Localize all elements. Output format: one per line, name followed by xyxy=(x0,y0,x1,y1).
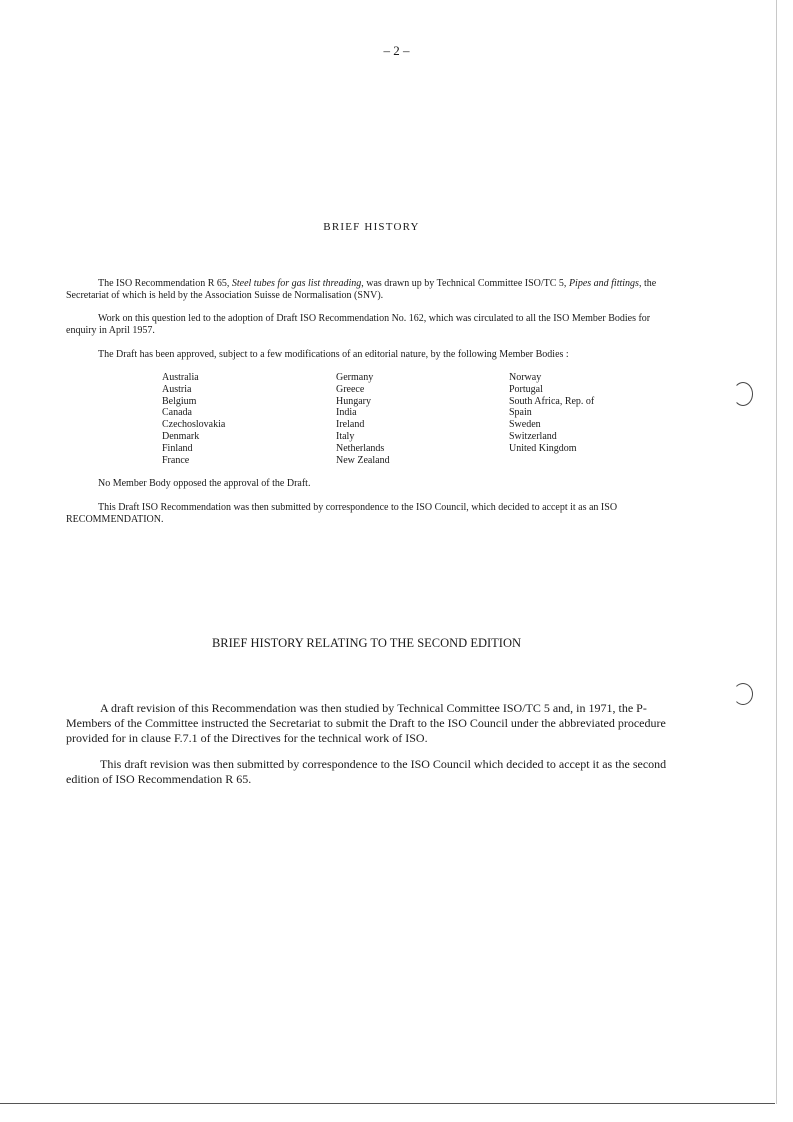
member-body: Belgium xyxy=(162,395,197,407)
member-body: Switzerland xyxy=(509,430,557,442)
second-edition-heading: BRIEF HISTORY RELATING TO THE SECOND EDITION xyxy=(211,636,522,650)
second-edition-paragraph-2: This draft revision was then submitted by correspondence to the ISO Council which decided to accept it as the second edition of ISO Recommendation R 65. xyxy=(66,757,667,786)
member-column-3 xyxy=(509,372,679,455)
member-body: India xyxy=(336,407,357,419)
member-body: Australia xyxy=(162,372,199,383)
member-body: Norway xyxy=(509,372,542,383)
member-column-2 xyxy=(336,372,506,466)
member-body: Hungary xyxy=(336,395,371,407)
page-edge-line xyxy=(776,0,777,1104)
member-body: South Africa, Rep. of xyxy=(509,395,595,407)
member-body: Netherlands xyxy=(336,442,385,454)
member-body: Canada xyxy=(162,407,192,419)
member-body: Portugal xyxy=(509,383,543,395)
member-body: United Kingdom xyxy=(509,442,577,454)
member-body: France xyxy=(162,454,190,466)
second-edition-paragraph-1: A draft revision of this Recommendation was then studied by Technical Committee ISO/TC 5 and, in 1971, the P-Members of the Committee instructed the Secretariat to submit the Draft to the ISO Council under the abbreviated procedure provided for in clause F.7.1 of the Directives for the technical work of ISO. xyxy=(66,701,666,745)
member-body: New Zealand xyxy=(336,454,390,466)
member-body: Spain xyxy=(509,407,532,419)
member-column-1 xyxy=(162,372,332,466)
page-bottom-line xyxy=(0,1103,775,1104)
member-body: Italy xyxy=(336,430,355,442)
member-body: Sweden xyxy=(509,419,541,431)
history-paragraph-5: This Draft ISO Recommendation was then submitted by correspondence to the ISO Council, which decided to accept it as an ISO RECOMMENDATION. xyxy=(66,502,618,525)
history-paragraph-1: The ISO Recommendation R 65, Steel tubes for gas list threading, was drawn up by Technical Committee ISO/TC 5, Pipes and fittings, the Secretariat of which is held by the Association Suisse de Normalisation (SNV). xyxy=(66,278,657,301)
member-body: Austria xyxy=(162,383,192,395)
brief-history-heading: BRIEF HISTORY xyxy=(323,221,420,233)
page-number: – 2 – xyxy=(383,43,410,58)
binder-hole-mark xyxy=(733,683,753,705)
member-body: Czechoslovakia xyxy=(162,419,226,431)
history-paragraph-3: The Draft has been approved, subject to a few modifications of an editorial nature, by the following Member Bodies : xyxy=(98,349,569,360)
member-body: Ireland xyxy=(336,419,365,431)
member-body: Greece xyxy=(336,383,365,395)
member-body: Denmark xyxy=(162,430,200,442)
history-paragraph-4: No Member Body opposed the approval of the Draft. xyxy=(98,478,311,489)
history-paragraph-2: Work on this question led to the adoption of Draft ISO Recommendation No. 162, which was circulated to all the ISO Member Bodies for enquiry in April 1957. xyxy=(66,313,651,336)
member-body: Finland xyxy=(162,442,193,454)
binder-hole-mark xyxy=(733,382,753,406)
member-body: Germany xyxy=(336,372,374,383)
